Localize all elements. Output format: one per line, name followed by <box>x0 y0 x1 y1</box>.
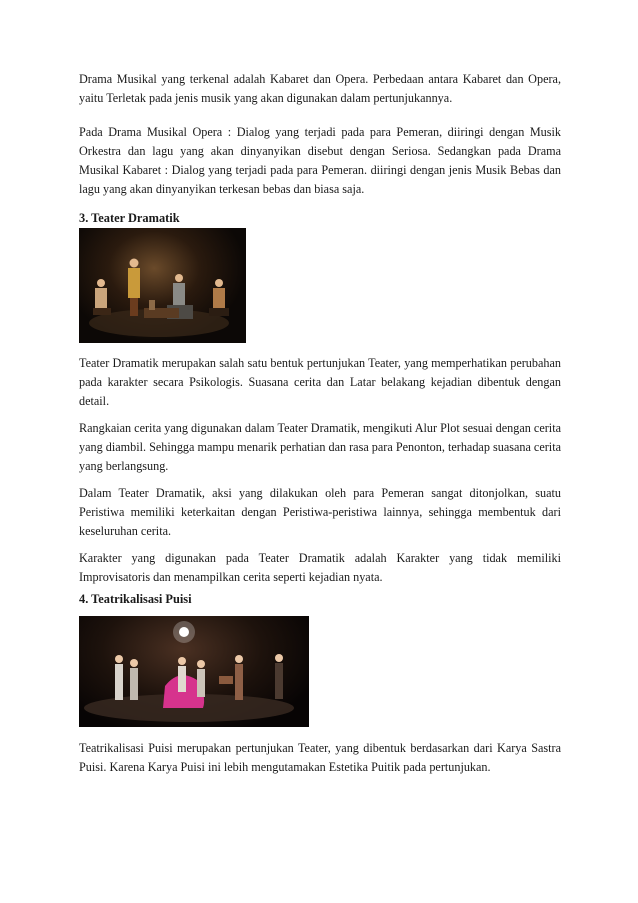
teatrikalisasi-puisi-photo <box>79 616 309 727</box>
teater-dramatik-photo <box>79 228 246 343</box>
heading-teater-dramatik: 3. Teater Dramatik <box>79 211 180 225</box>
paragraph-opera-cabaret: Pada Drama Musikal Opera : Dialog yang terjadi pada para Pemeran, diiringi dengan Musik Orkestra dan lagu yang akan dinyanyikan disebut dengan Seriosa. Sedangkan pada Drama Musikal Kabaret : Dialog yang terjadi pada para Pemeran. diiringi dengan jenis Musik Bebas dan lagu yang akan dinyanyikan terkesan bebas dan biasa saja. <box>79 125 561 196</box>
paragraph-musical-drama: Drama Musikal yang terkenal adalah Kabaret dan Opera. Perbedaan antara Kabaret dan Opera, yaitu Terletak pada jenis musik yang akan digunakan dalam pertunjukannya. <box>79 72 561 105</box>
paragraph-teater-dramatik-definition: Teater Dramatik merupakan salah satu bentuk pertunjukan Teater, yang memperhatikan perubahan pada karakter secara Psikologis. Suasana cerita dan Latar belakang kejadian dibentuk dengan detail. <box>79 356 561 408</box>
paragraph-teatrikalisasi-puisi: Teatrikalisasi Puisi merupakan pertunjukan Teater, yang dibentuk berdasarkan dari Karya Sastra Puisi. Karena Karya Puisi ini lebih mengutamakan Estetika Puitik pada pertunjukan. <box>79 741 561 774</box>
paragraph-teater-dramatik-action: Dalam Teater Dramatik, aksi yang dilakukan oleh para Pemeran sangat ditonjolkan, suatu Peristiwa memiliki keterkaitan dengan Peristiwa-peristiwa lainnya, sehingga membentuk dari keseluruhan cerita. <box>79 486 561 538</box>
paragraph-teater-dramatik-plot: Rangkaian cerita yang digunakan dalam Teater Dramatik, mengikuti Alur Plot sesuai dengan cerita yang diambil. Sehingga mampu menarik perhatian dan rasa para Penonton, terhadap suasana cerita yang berlangsung. <box>79 421 561 473</box>
heading-teatrikalisasi-puisi: 4. Teatrikalisasi Puisi <box>79 592 192 606</box>
paragraph-teater-dramatik-character: Karakter yang digunakan pada Teater Dramatik adalah Karakter yang tidak memiliki Improvisatoris dan menampilkan cerita seperti kejadian nyata. <box>79 551 561 584</box>
